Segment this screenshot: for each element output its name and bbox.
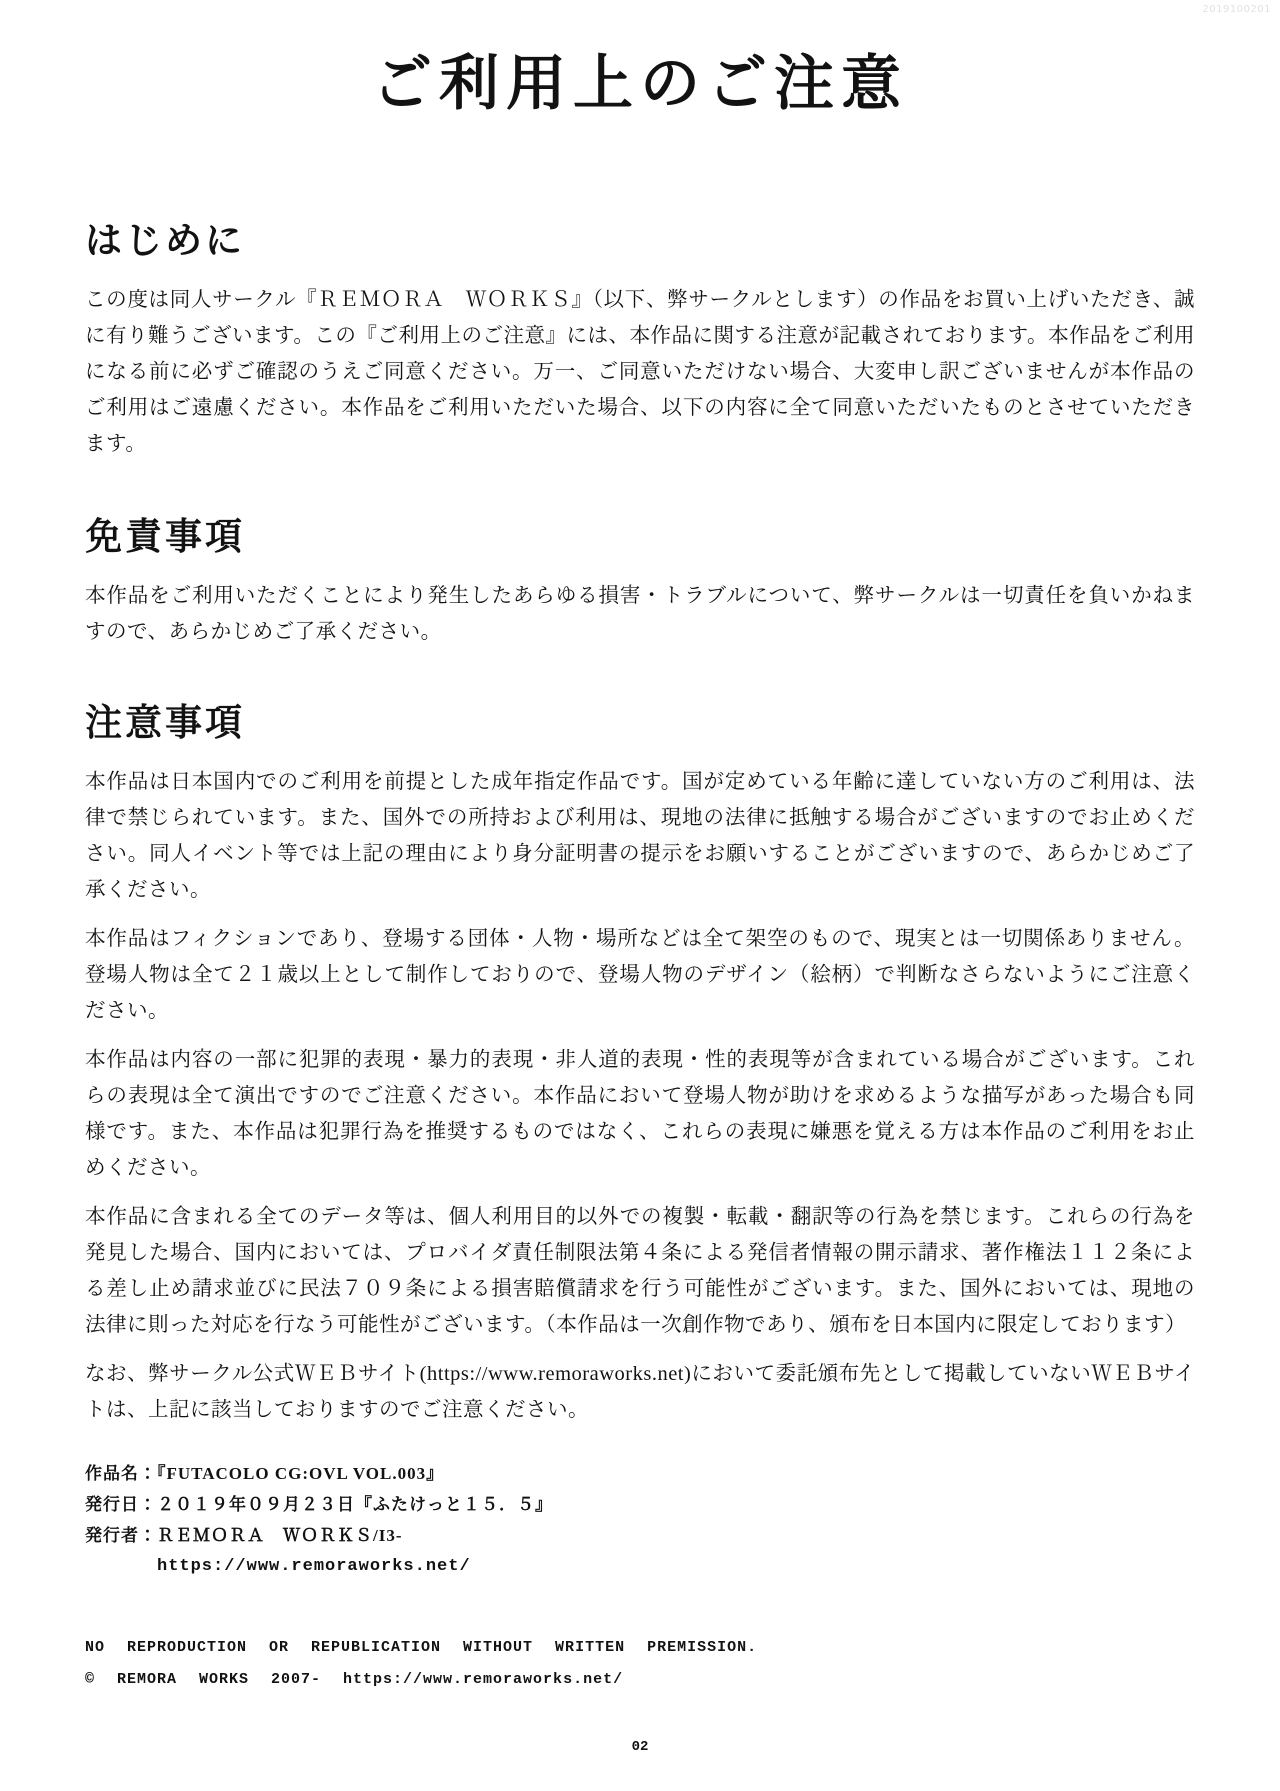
colophon-work-title: 作品名：『FUTACOLO CG:OVL VOL.003』 [85, 1464, 445, 1483]
copyright-notice [85, 1632, 1195, 1696]
section-notes-heading: 注意事項 [85, 703, 245, 744]
notes-paragraph-age-restriction: 本作品は日本国内でのご利用を前提とした成年指定作品です。国が定めている年齢に達していない方のご利用は、法律で禁じられています。また、国外での所持および利用は、現地の法律に抵触する場合がございますのでお止めください。同人イベント等では上記の理由により身分証明書の提示をお願いすることがございますので、あらかじめご了承ください。 [85, 771, 1195, 901]
notes-paragraph-copyright-law: 本作品に含まれる全てのデータ等は、個人利用目的以外での複製・転載・翻訳等の行為を禁じます。これらの行為を発見した場合、国内においては、プロバイダ責任制限法第４条による発信者情報の開示請求、著作権法１１２条による差し止め請求並びに民法７０９条による損害賠償請求を行う可能性がございます。また、国外においては、現地の法律に則った対応を行なう可能性がございます。（本作品は一次創作物であり、頒布を日本国内に限定しております） [85, 1206, 1195, 1336]
colophon-publisher: 発行者：ＲＥＭＯＲＡ ＷＯＲＫＳ/I3- [85, 1526, 403, 1545]
colophon [85, 1458, 1195, 1582]
page-number: 02 [631, 1739, 649, 1755]
section-notes [85, 692, 1195, 1428]
page-title: ご利用上のご注意 [372, 51, 908, 117]
section-intro [85, 210, 1195, 462]
print-code: 2019100201 [1202, 4, 1271, 15]
section-disclaimer-heading: 免責事項 [85, 517, 245, 558]
colophon-publish-date: 発行日：２０１９年０９月２３日『ふたけっと１５．５』 [85, 1495, 553, 1514]
notes-paragraph-official-site: なお、弊サークル公式ＷＥＢサイト(https://www.remoraworks.net)において委託頒布先として掲載していないＷＥＢサイトは、上記に該当しておりますのでご注意ください。 [85, 1363, 1195, 1421]
document-body [0, 210, 1280, 1696]
disclaimer-paragraph: 本作品をご利用いただくことにより発生したあらゆる損害・トラブルについて、弊サークルは一切責任を負いかねますので、あらかじめご了承ください。 [85, 585, 1195, 643]
notes-paragraph-expressions: 本作品は内容の一部に犯罪的表現・暴力的表現・非人道的表現・性的表現等が含まれている場合がございます。これらの表現は全て演出ですのでご注意ください。本作品において登場人物が助けを求めるような描写があった場合も同様です。また、本作品は犯罪行為を推奨するものではなく、これらの表現に嫌悪を覚える方は本作品のご利用をお止めください。 [85, 1049, 1195, 1179]
no-reproduction-line: NO REPRODUCTION OR REPUBLICATION WITHOUT WRITTEN PREMISSION. [85, 1639, 758, 1656]
notes-paragraph-fiction: 本作品はフィクションであり、登場する団体・人物・場所などは全て架空のもので、現実とは一切関係ありません。登場人物は全て２１歳以上として制作しておりので、登場人物のデザイン（絵柄）で判断なさらないようにご注意ください。 [85, 928, 1195, 1022]
intro-paragraph: この度は同人サークル『ＲＥＭＯＲＡ ＷＯＲＫＳ』（以下、弊サークルとします）の作品をお買い上げいただき、誠に有り難うございます。この『ご利用上のご注意』には、本作品に関する注意が記載されております。本作品をご利用になる前に必ずご確認のうえご同意ください。万一、ご同意いただけない場合、大変申し訳ございませんが本作品のご利用はご遠慮ください。本作品をご利用いただいた場合、以下の内容に全て同意いただいたものとさせていただきます。 [85, 289, 1195, 455]
copyright-line: © REMORA WORKS 2007- https://www.remoraworks.net/ [85, 1671, 624, 1688]
colophon-website-url: https://www.remoraworks.net/ [157, 1557, 471, 1576]
section-disclaimer [85, 506, 1195, 650]
section-intro-heading: はじめに [85, 221, 245, 262]
